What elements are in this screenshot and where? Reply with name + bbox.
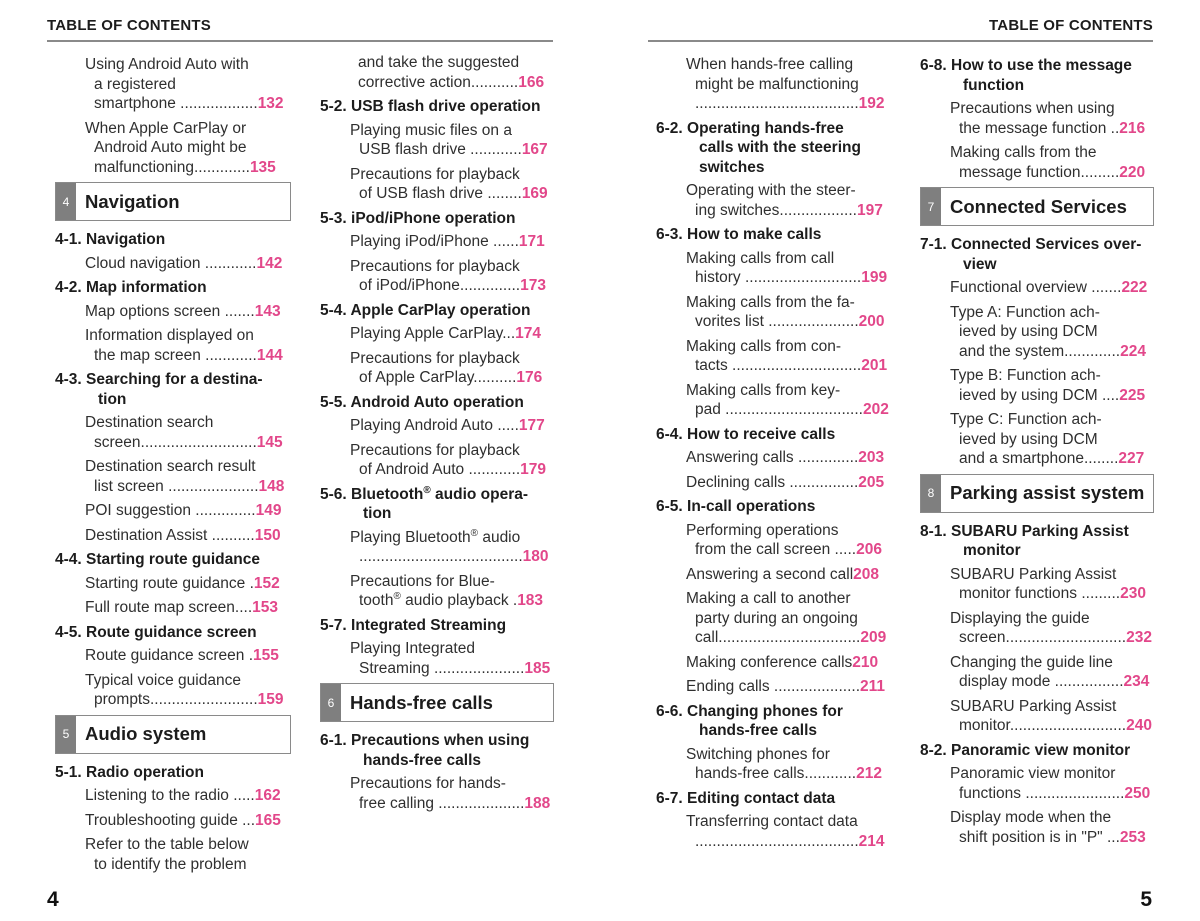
toc-entry[interactable]: Playing Bluetooth® audio ......................................180	[350, 527, 549, 565]
toc-entry[interactable]: Destination search screen...........................145	[85, 414, 283, 451]
section-heading-audio-system[interactable]: 5 Audio system	[55, 715, 291, 754]
toc-subheading[interactable]: 6-8. How to use the message function	[920, 57, 1132, 94]
toc-entry[interactable]: Making conference calls210	[686, 653, 879, 671]
right-header-rule	[648, 40, 1153, 42]
toc-entry[interactable]: Precautions for playback of Android Auto ............179	[350, 441, 546, 478]
section-heading-connected-services[interactable]: 7 Connected Services	[920, 187, 1154, 226]
toc-subheading[interactable]: 5-7. Integrated Streaming	[320, 616, 507, 634]
toc-column-2	[320, 53, 554, 818]
toc-entry[interactable]: Type B: Function ach- ieved by using DCM ....225	[950, 367, 1146, 404]
toc-entry[interactable]: Destination search result list screen .....................148	[85, 458, 285, 495]
right-page-number: 5	[1140, 888, 1152, 911]
toc-subheading[interactable]: 4-2. Map information	[55, 279, 207, 296]
toc-subheading[interactable]: 5-1. Radio operation	[55, 763, 204, 781]
toc-subheading[interactable]: 8-1. SUBARU Parking Assist monitor	[920, 522, 1129, 559]
toc-entry[interactable]: Operating with the steer- ing switches..................197	[686, 182, 883, 219]
toc-subheading[interactable]: 6-2. Operating hands-free calls with the steering switches	[656, 119, 861, 176]
toc-subheading[interactable]: 6-7. Editing contact data	[656, 789, 836, 807]
right-page-header: TABLE OF CONTENTS	[989, 17, 1153, 34]
toc-entry[interactable]: Playing Integrated Streaming .....................185	[350, 640, 551, 677]
toc-entry[interactable]: Making calls from con- tacts ..............................201	[686, 337, 888, 374]
toc-entry[interactable]: Using Android Auto with a registered smartphone ..................132	[85, 56, 284, 112]
toc-entry[interactable]: Refer to the table below to identify the problem	[85, 836, 249, 873]
toc-entry[interactable]: Performing operations from the call screen .....206	[686, 521, 882, 558]
toc-entry[interactable]: Switching phones for hands-free calls............212	[686, 745, 882, 782]
toc-entry[interactable]: Destination Assist ..........150	[85, 526, 281, 544]
toc-entry[interactable]: Ending calls ....................211	[686, 678, 886, 695]
toc-entry[interactable]: Making a call to another party during an ongoing call.................................209	[686, 590, 887, 646]
toc-subheading[interactable]: 5-2. USB flash drive operation	[320, 98, 541, 115]
toc-entry[interactable]: Precautions for playback of iPod/iPhone..............173	[350, 257, 546, 294]
toc-entry[interactable]: Typical voice guidance prompts.........................159	[85, 671, 284, 708]
toc-subheading[interactable]: 6-3. How to make calls	[656, 226, 822, 243]
section-heading-navigation[interactable]: 4 Navigation	[55, 182, 291, 221]
toc-subheading[interactable]: 6-5. In-call operations	[656, 498, 816, 515]
toc-entry[interactable]: Panoramic view monitor functions .......................250	[950, 765, 1151, 802]
toc-entry[interactable]: When Apple CarPlay or Android Auto might be malfunctioning.............135	[85, 119, 276, 176]
toc-entry[interactable]: Changing the guide line display mode ................234	[950, 653, 1150, 690]
toc-entry[interactable]: Precautions when using the message function ..216	[950, 100, 1146, 137]
toc-entry[interactable]: When hands-free calling might be malfunctioning ......................................192	[686, 56, 885, 112]
toc-entry[interactable]: Type C: Function ach- ieved by using DCM and a smartphone........227	[950, 411, 1145, 467]
toc-entry[interactable]: Functional overview .......222	[950, 279, 1148, 296]
toc-entry[interactable]: Precautions for Blue- tooth® audio playback .183	[350, 572, 544, 609]
toc-entry[interactable]: Display mode when the shift position is in "P" ...253	[950, 809, 1146, 846]
toc-subheading[interactable]: 4-4. Starting route guidance	[55, 551, 260, 568]
toc-entry[interactable]: Precautions for playback of USB flash drive ........169	[350, 165, 548, 202]
toc-entry[interactable]: Playing music files on a USB flash drive ............167	[350, 121, 548, 158]
toc-subheading[interactable]: 5-3. iPod/iPhone operation	[320, 209, 516, 227]
left-header-rule	[47, 40, 553, 42]
toc-entry[interactable]: Troubleshooting guide ...165	[85, 811, 281, 829]
section-heading-parking-assist[interactable]: 8 Parking assist system	[920, 474, 1154, 513]
toc-column-1	[55, 53, 291, 879]
toc-entry[interactable]: Listening to the radio .....162	[85, 787, 281, 804]
toc-subheading[interactable]: 5-5. Android Auto operation	[320, 393, 524, 411]
toc-entry[interactable]: Playing Apple CarPlay...174	[350, 325, 542, 342]
toc-column-3	[656, 53, 892, 856]
toc-subheading[interactable]: 5-6. Bluetooth® audio opera- tion	[320, 484, 529, 522]
toc-entry[interactable]: Playing Android Auto .....177	[350, 417, 545, 434]
toc-subheading[interactable]: 7-1. Connected Services over- view	[920, 236, 1142, 273]
toc-entry[interactable]: Map options screen .......143	[85, 302, 281, 320]
toc-entry[interactable]: Transferring contact data ......................................214	[686, 813, 885, 850]
toc-entry[interactable]: Answering a second call208	[686, 565, 880, 583]
toc-entry[interactable]: Type A: Function ach- ieved by using DCM and the system.............224	[950, 303, 1146, 360]
toc-entry[interactable]: Information displayed on the map screen ............144	[85, 327, 283, 364]
toc-subheading[interactable]: 6-6. Changing phones for hands-free calls	[656, 702, 843, 739]
toc-subheading[interactable]: 4-3. Searching for a destina- tion	[55, 371, 263, 408]
toc-entry[interactable]: Making calls from key- pad ................................202	[686, 381, 889, 418]
left-page-number: 4	[47, 888, 59, 911]
toc-subheading[interactable]: 6-4. How to receive calls	[656, 425, 836, 443]
toc-entry[interactable]: Displaying the guide screen............................232	[950, 609, 1152, 646]
toc-entry[interactable]: Precautions for playback of Apple CarPlay..........176	[350, 349, 543, 386]
toc-subheading[interactable]: 6-1. Precautions when using hands-free calls	[320, 732, 530, 769]
toc-entry[interactable]: SUBARU Parking Assist monitor functions .........230	[950, 565, 1146, 602]
toc-entry[interactable]: SUBARU Parking Assist monitor...........................240	[950, 697, 1152, 734]
toc-entry[interactable]: and take the suggested corrective action...........166	[358, 54, 545, 91]
toc-entry[interactable]: Precautions for hands- free calling ....................188	[350, 775, 551, 812]
toc-entry[interactable]: Route guidance screen .155	[85, 647, 279, 664]
toc-entry[interactable]: Playing iPod/iPhone ......171	[350, 233, 545, 250]
toc-entry[interactable]: Making calls from the message function.........220	[950, 144, 1146, 181]
toc-subheading[interactable]: 5-4. Apple CarPlay operation	[320, 301, 531, 319]
toc-entry[interactable]: Answering calls ..............203	[686, 449, 885, 466]
section-heading-hands-free-calls[interactable]: 6 Hands-free calls	[320, 683, 554, 722]
toc-entry[interactable]: Starting route guidance .152	[85, 574, 280, 592]
toc-entry[interactable]: Cloud navigation ............142	[85, 254, 283, 272]
left-page-header: TABLE OF CONTENTS	[47, 17, 211, 34]
toc-entry[interactable]: Making calls from the fa- vorites list .....................200	[686, 293, 885, 330]
toc-column-4	[920, 53, 1154, 852]
toc-entry[interactable]: Full route map screen....153	[85, 599, 278, 616]
toc-subheading[interactable]: 8-2. Panoramic view monitor	[920, 741, 1131, 759]
toc-entry[interactable]: POI suggestion ..............149	[85, 502, 282, 519]
toc-entry[interactable]: Making calls from call history ...........................199	[686, 249, 888, 286]
toc-subheading[interactable]: 4-5. Route guidance screen	[55, 623, 257, 641]
toc-subheading[interactable]: 4-1. Navigation	[55, 231, 166, 248]
toc-entry[interactable]: Declining calls ................205	[686, 473, 885, 491]
